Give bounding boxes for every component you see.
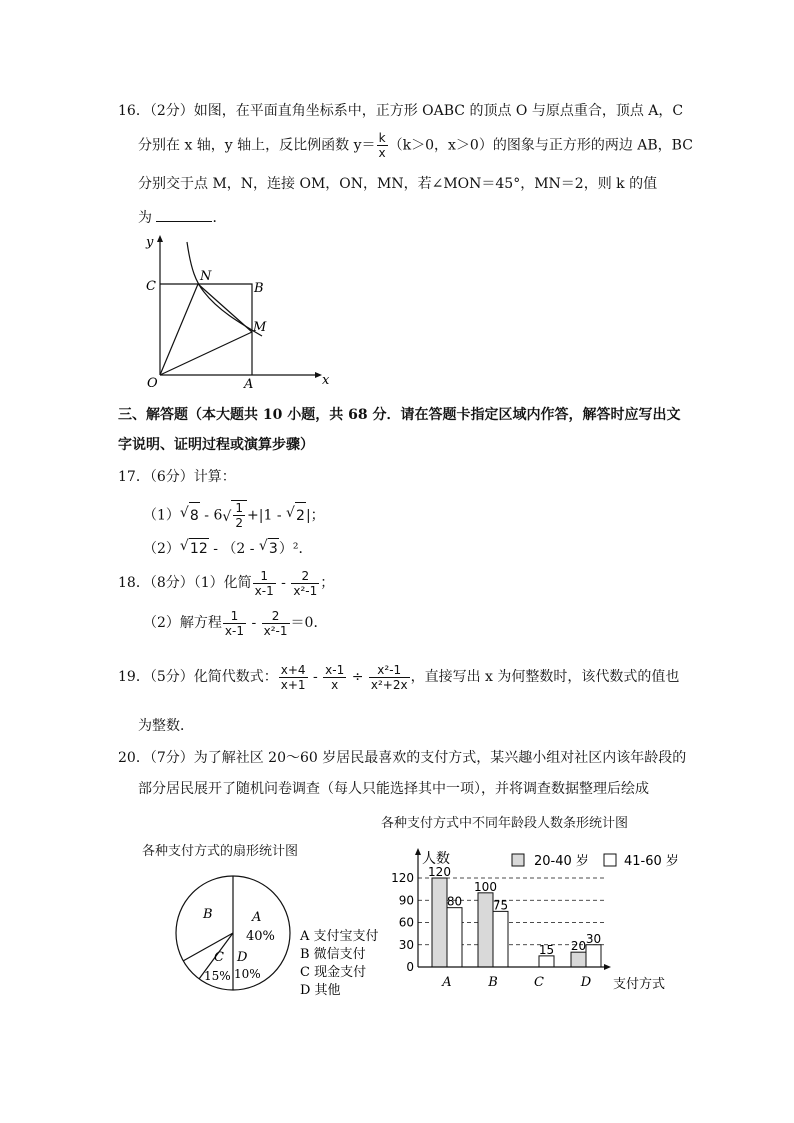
frac-num: 1 [260, 568, 268, 583]
frac-num: x²-1 [377, 662, 402, 677]
sqrt-12: √ 12 [179, 538, 208, 557]
bar-data-label: 80 [446, 894, 463, 909]
pie-legend-a: A 支付宝支付 [300, 929, 379, 944]
q18-part2 [143, 608, 327, 638]
sqrt-8: √ 8 [180, 502, 200, 529]
q18-p1-end: ； [320, 575, 335, 591]
pie-slice-b-label: B [203, 907, 213, 922]
fraction [291, 569, 319, 598]
q16-line2-a: 分别在 x 轴，y 轴上，反比例函数 y＝ [138, 137, 376, 154]
frac-den: x²+2x [370, 677, 408, 692]
frac-den: x-1 [224, 623, 244, 638]
q17-p2-mid: - （2 - [208, 541, 259, 557]
bar-c-series2 [539, 956, 554, 967]
q18-title: 18．（8分）（1）化简 [118, 575, 252, 591]
q17-p2-label: （2） [143, 541, 180, 557]
pie-legend-c: C 现金支付 [300, 965, 367, 980]
q19-line1 [118, 662, 679, 692]
frac-den: x [323, 677, 346, 692]
x-axis-arrow [315, 372, 322, 378]
pie-slice-d-label: D [237, 950, 248, 965]
bar-d-series1 [571, 952, 586, 967]
minus: - [247, 615, 261, 631]
frac-num: x-1 [325, 662, 345, 677]
pie-slice-c-label: C [214, 950, 224, 965]
q19-tail: ，直接写出 x 为何整数时，该代数式的值也 [410, 669, 680, 685]
fraction [323, 663, 346, 692]
bar-data-label: 30 [585, 931, 602, 946]
bar-y-tick-label: 60 [398, 915, 414, 930]
section3-line1: 三、解答题（本大题共 10 小题，共 68 分．请在答题卡指定区域内作答，解答时应写出文 [118, 407, 681, 423]
frac-den: 2 [235, 516, 244, 530]
legend-label-white: 41-60 岁 [624, 854, 679, 869]
label-m: M [253, 320, 267, 335]
q19-title: 19．（5分）化简代数式： [118, 669, 278, 685]
q16-line2-b: （k＞0，x＞0）的图象与正方形的两边 AB，BC [388, 137, 693, 154]
frac-den: x+1 [280, 677, 306, 692]
bar-a-series2 [447, 908, 462, 967]
pie-slice-c-value: 15% [204, 969, 231, 983]
q16-line3: 分别交于点 M，N，连接 OM，ON，MN，若∠MON＝45°，MN＝2，则 k 的值 [138, 176, 658, 192]
segment-on [160, 284, 198, 375]
frac-num: 1 [235, 501, 244, 515]
bar-y-tick-label: 30 [398, 937, 414, 952]
q17-p1-end: |； [305, 507, 325, 524]
minus: - [308, 669, 323, 685]
pie-slice-d-value: 10% [234, 967, 261, 981]
label-y: y [146, 235, 154, 250]
pie-legend-b: B 微信支付 [300, 947, 366, 962]
pie-legend-d: D 其他 [300, 983, 341, 998]
bar-title: 各种支付方式中不同年龄段人数条形统计图 [381, 816, 629, 831]
q16-line2 [138, 131, 693, 160]
fraction [223, 609, 246, 638]
bar-ylabel: 人数 [422, 851, 450, 867]
bar-a-series1 [432, 878, 447, 967]
q18-p2-end: ＝0． [290, 615, 328, 631]
bar-category-label: D [580, 975, 592, 990]
frac-num: k [378, 131, 386, 145]
label-c: C [146, 279, 156, 294]
pie-title: 各种支付方式的扇形统计图 [142, 844, 299, 859]
bar-category-label: A [442, 975, 452, 990]
q16-line1: 16．（2分）如图，在平面直角坐标系中，正方形 OABC 的顶点 O 与原点重合，顶点 A，C [118, 103, 684, 119]
bar-y-tick-label: 90 [398, 893, 414, 908]
frac-num: 2 [271, 608, 280, 623]
bar-data-label: 15 [538, 942, 555, 957]
bar-data-label: 120 [428, 865, 451, 879]
q17-p2-end: ）²． [278, 541, 313, 557]
radicand: 3 [268, 538, 279, 559]
answer-blank [156, 207, 212, 222]
bar-b-series2 [493, 911, 508, 967]
frac-den: x-1 [254, 583, 274, 598]
q17-part2 [143, 538, 312, 559]
q16-line4-text: 为 [138, 210, 152, 226]
q17-p1-minus: - 6 [199, 507, 223, 524]
bar-category-label: B [488, 975, 498, 990]
q16-line4-end: ． [212, 210, 227, 226]
label-a: A [244, 377, 254, 392]
q17-title: 17．（6分）计算： [118, 469, 236, 485]
frac-den: x²-1 [263, 623, 288, 638]
fraction [262, 609, 290, 638]
radicand: 8 [189, 502, 200, 529]
fraction [369, 663, 410, 692]
frac-den: x²-1 [293, 583, 318, 598]
q16-figure [138, 232, 338, 392]
q17-part1 [143, 500, 325, 530]
bar-data-label: 100 [474, 879, 497, 894]
bar-y-axis-arrow [415, 848, 421, 855]
fraction [279, 663, 308, 692]
y-axis-arrow [157, 235, 163, 242]
bar-data-label: 75 [492, 898, 509, 913]
radicand: 2 [295, 502, 306, 529]
bar-marks [428, 865, 601, 990]
bar-chart [388, 843, 688, 1001]
label-n: N [200, 269, 212, 284]
legend-swatch-white [604, 854, 616, 866]
hyperbola-curve [187, 242, 262, 336]
bar-b-series1 [478, 893, 493, 967]
sqrt-2: √ 2 [286, 502, 306, 529]
sqrt-half: √ $\frac{1}{2}$ [222, 500, 247, 530]
q17-p1-label: （1） [143, 507, 180, 524]
q18-p2-label: （2）解方程 [143, 615, 222, 631]
inverse-function-fraction [377, 131, 388, 160]
q19-line2: 为整数． [138, 718, 194, 734]
label-o: O [147, 376, 158, 391]
bar-xlabel: 支付方式 [613, 977, 666, 992]
label-x: x [322, 373, 330, 388]
bar-data-label: 20 [570, 939, 587, 954]
label-b: B [254, 281, 264, 296]
frac-num: 1 [230, 608, 239, 623]
bar-y-tick-label: 0 [406, 960, 414, 974]
bar-x-axis-arrow [604, 964, 611, 970]
bar-d-series2 [586, 945, 601, 967]
pie-slice-a-label: A [252, 910, 262, 925]
section3-line2: 字说明、证明过程或演算步骤） [118, 437, 314, 453]
bar-y-tick-label: 120 [391, 871, 414, 885]
q20-line1: 20．（7分）为了解社区 20～60 岁居民最喜欢的支付方式，某兴趣小组对社区内该年龄段的 [118, 750, 687, 766]
sqrt-3: √ 3 [258, 538, 278, 557]
fraction [253, 569, 276, 598]
segment-mn [198, 284, 252, 332]
pie-chart [170, 870, 400, 1005]
square-oabc [160, 284, 252, 375]
bar-category-label: C [534, 975, 544, 990]
radicand: 12 [189, 538, 209, 559]
segment-om [160, 332, 252, 375]
pie-slice-a-value: 40% [246, 929, 275, 944]
frac-num: 2 [301, 568, 310, 583]
q20-line2: 部分居民展开了随机问卷调查（每人只能选择其中一项），并将调查数据整理后绘成 [138, 781, 649, 797]
legend-swatch-gray [512, 854, 524, 866]
q17-p1-tail: +|1 - [247, 507, 287, 524]
q18-part1 [118, 568, 334, 598]
divide: ÷ [347, 669, 368, 685]
frac-num: x+4 [280, 662, 306, 677]
frac-den: x [378, 146, 386, 160]
minus: - [276, 575, 291, 591]
legend-label-gray: 20-40 岁 [534, 854, 589, 869]
q16-line4 [138, 207, 226, 228]
